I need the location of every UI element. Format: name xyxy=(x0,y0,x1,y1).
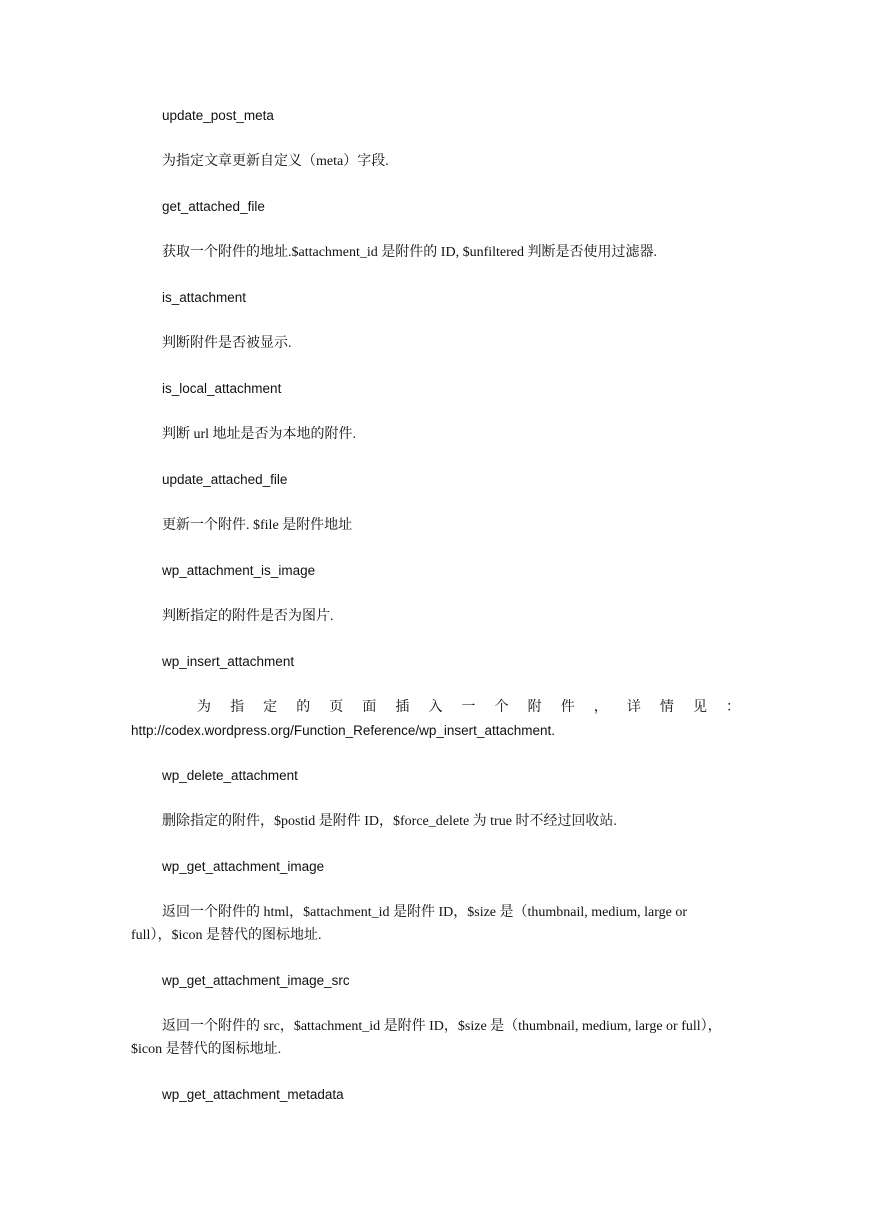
function-name: update_attached_file xyxy=(162,472,288,487)
desc-char: 入 xyxy=(428,700,443,715)
function-description-line-1: 返回一个附件的 src，$attachment_id 是附件 ID，$size 是（thumbnail, medium, large or full）， xyxy=(162,1019,722,1034)
desc-char: 插 xyxy=(395,700,410,715)
desc-char: 面 xyxy=(362,700,377,715)
function-name: wp_get_attachment_image_src xyxy=(162,973,350,988)
desc-char: 件 xyxy=(560,700,575,715)
function-description: 获取一个附件的地址.$attachment_id 是附件的 ID, $unfiltered 判断是否使用过滤器. xyxy=(162,245,657,260)
reference-link[interactable]: http://codex.wordpress.org/Function_Reference/wp_insert_attachment. xyxy=(131,723,555,738)
function-description: 判断附件是否被显示. xyxy=(162,336,292,351)
desc-char: 的 xyxy=(296,700,311,715)
function-description: 删除指定的附件，$postid 是附件 ID，$force_delete 为 true 时不经过回收站. xyxy=(162,814,617,829)
function-description-line-1: 返回一个附件的 html，$attachment_id 是附件 ID，$size 是（thumbnail, medium, large or xyxy=(162,905,688,920)
function-description: 判断指定的附件是否为图片. xyxy=(162,609,334,624)
desc-char: 见 xyxy=(692,700,707,715)
desc-char: 定 xyxy=(263,700,278,715)
desc-char: 页 xyxy=(329,700,344,715)
function-name: is_local_attachment xyxy=(162,381,282,396)
function-description-line-2: full），$icon 是替代的图标地址. xyxy=(131,928,322,943)
function-name: wp_delete_attachment xyxy=(162,768,298,783)
function-description-justified-line xyxy=(131,696,740,719)
function-name: get_attached_file xyxy=(162,199,265,214)
desc-char: 一 xyxy=(461,700,476,715)
desc-char: ： xyxy=(726,700,740,715)
function-description-line-2: $icon 是替代的图标地址. xyxy=(131,1042,282,1057)
desc-char: 详 xyxy=(626,700,641,715)
desc-char: 个 xyxy=(494,700,509,715)
desc-char: ， xyxy=(593,700,608,715)
function-name: wp_attachment_is_image xyxy=(162,563,316,578)
function-name: update_post_meta xyxy=(162,108,274,123)
function-name: wp_get_attachment_image xyxy=(162,859,325,874)
function-description: 为指定文章更新自定义（meta）字段. xyxy=(162,154,389,169)
function-name: wp_insert_attachment xyxy=(162,654,295,669)
function-name: is_attachment xyxy=(162,290,247,305)
function-description: 更新一个附件. $file 是附件地址 xyxy=(162,518,353,533)
desc-char: 情 xyxy=(659,700,674,715)
desc-char: 为 xyxy=(197,700,211,715)
desc-char: 附 xyxy=(527,700,542,715)
function-name: wp_get_attachment_metadata xyxy=(162,1087,344,1102)
desc-char: 指 xyxy=(230,700,245,715)
function-description: 判断 url 地址是否为本地的附件. xyxy=(162,427,357,442)
